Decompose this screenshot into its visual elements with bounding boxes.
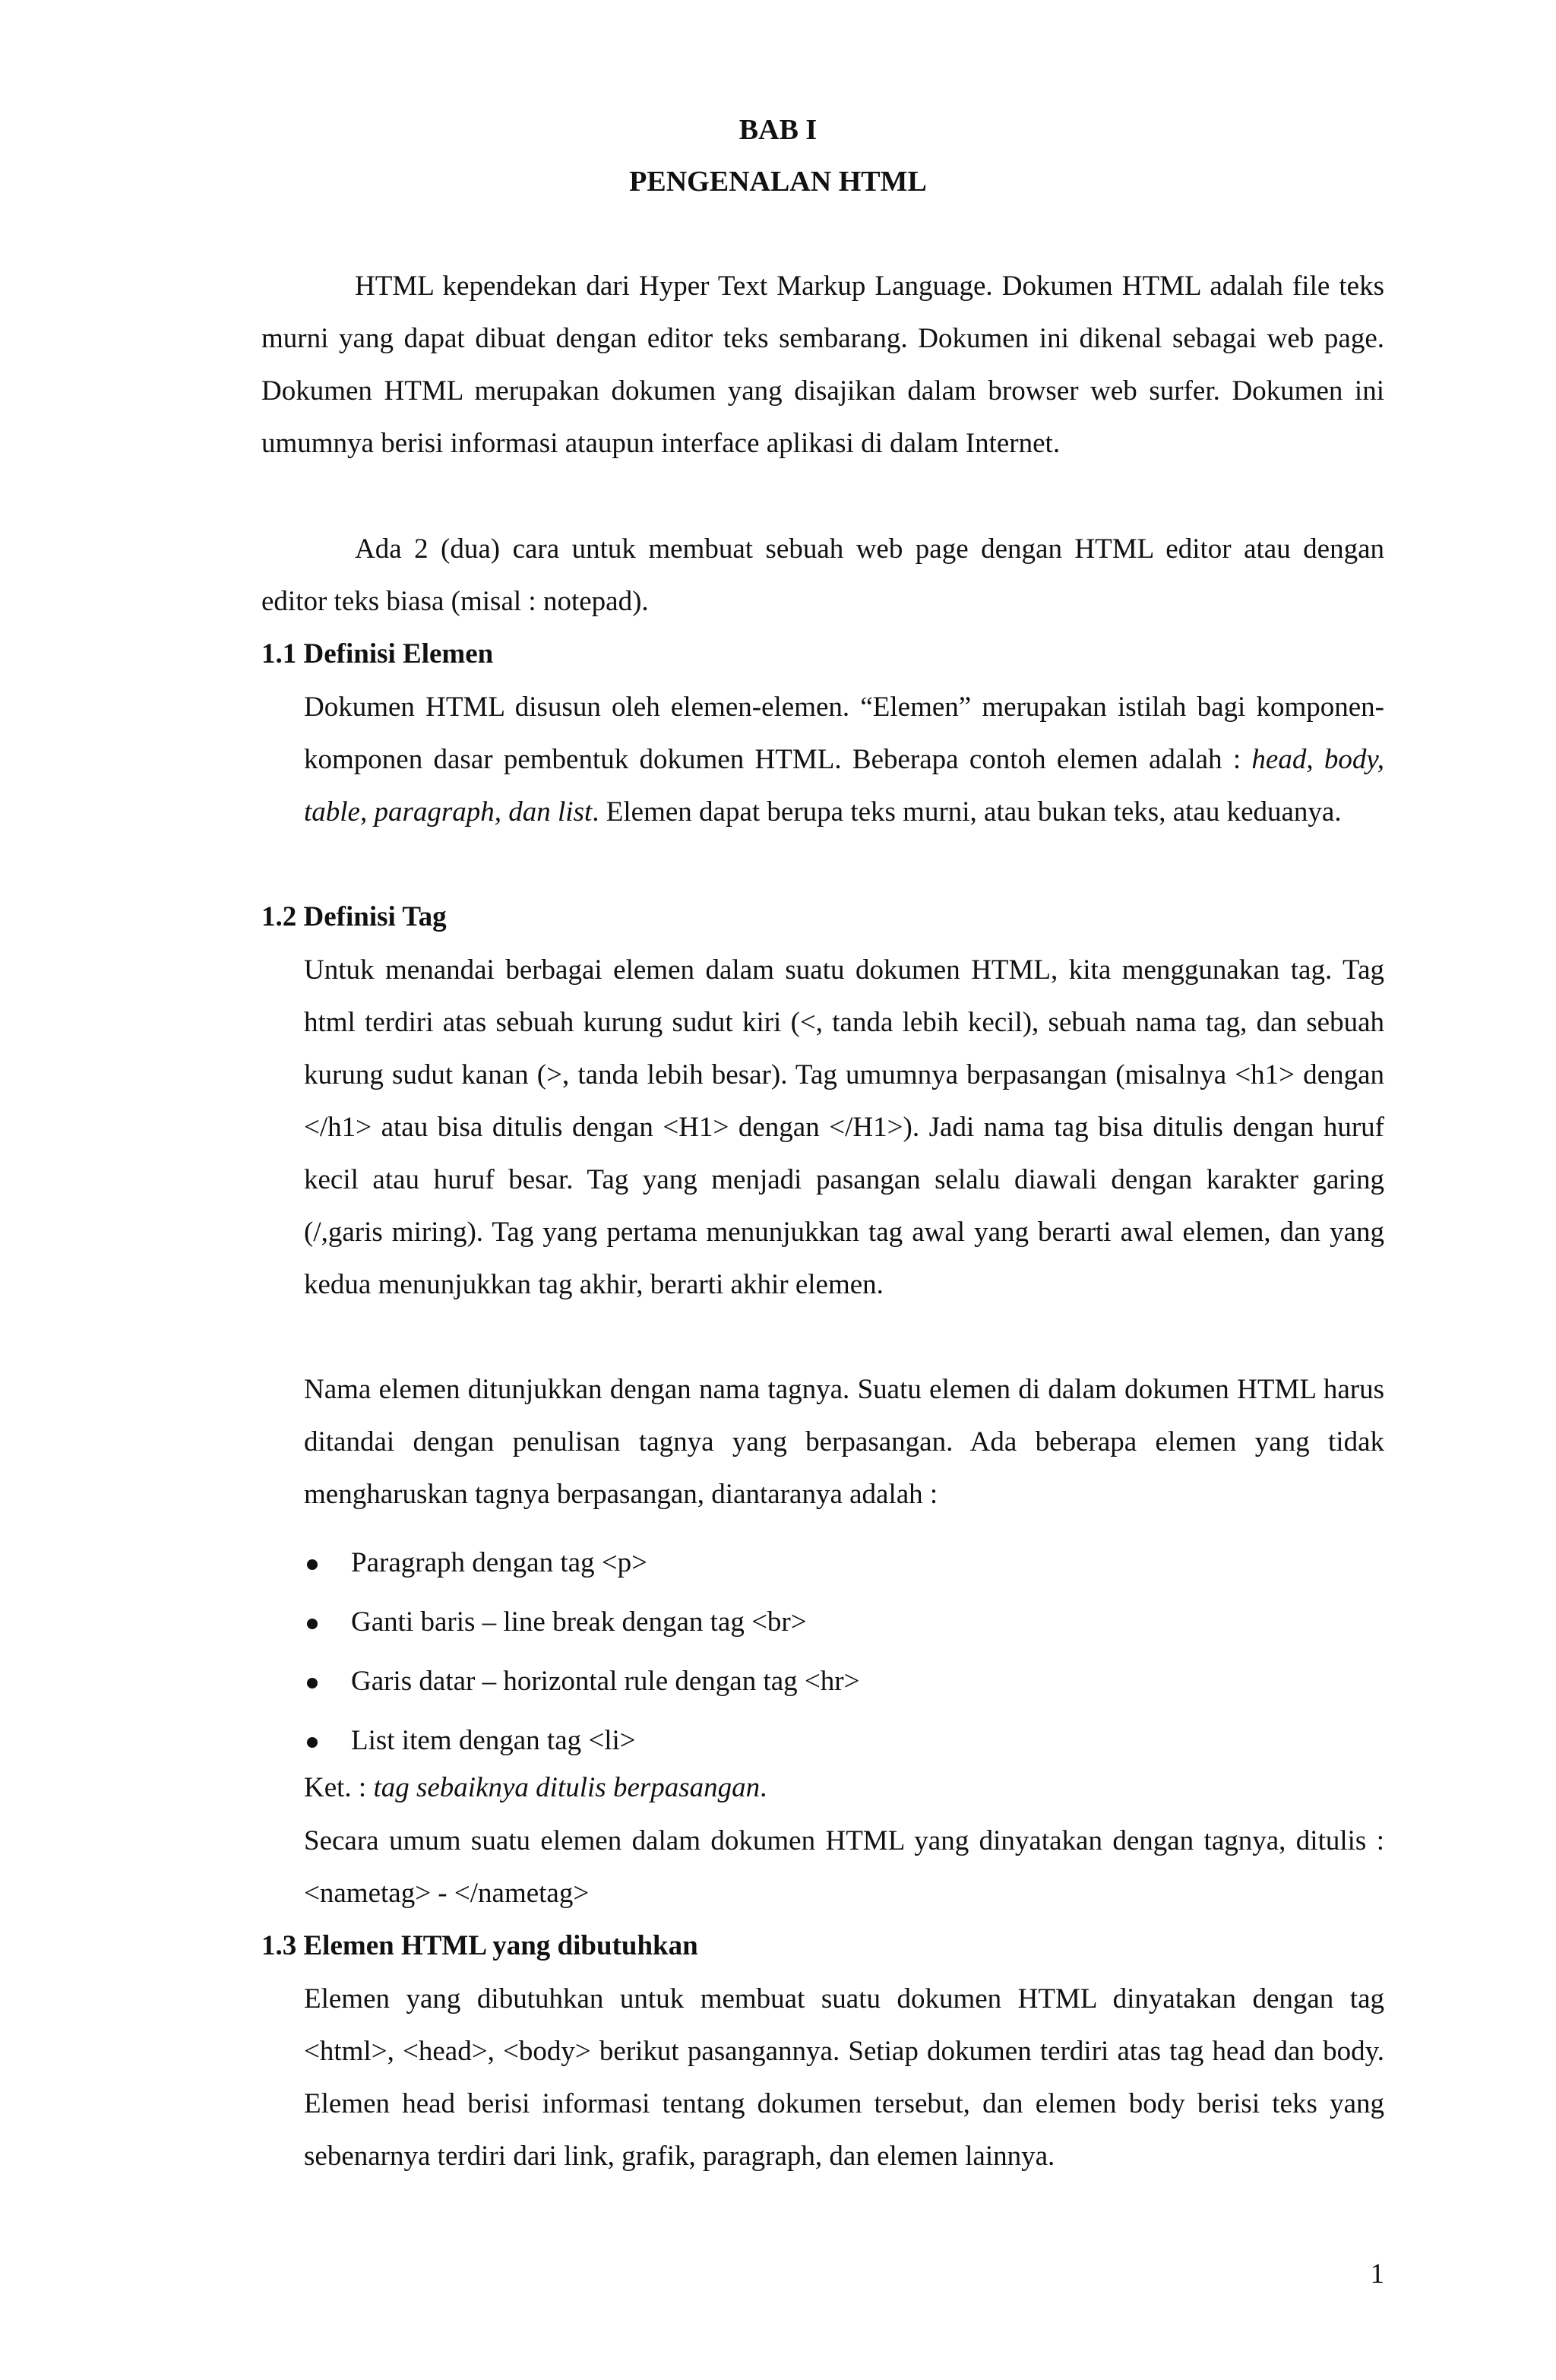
list-item-text: Garis datar – horizontal rule dengan tag <hr> [351, 1666, 860, 1697]
section-1-2-paragraph-1: Untuk menandai berbagai elemen dalam suatu dokumen HTML, kita menggunakan tag. Tag html terdiri atas sebuah kurung sudut kiri (<, tanda lebih kecil), sebuah nama tag, dan sebuah kurung sudut kanan (>, tanda lebih besar). Tag umumnya berpasangan (misalnya <h1> dengan </h1> atau bisa ditulis dengan <H1> dengan </H1>). Jadi nama tag bisa ditulis dengan huruf kecil atau huruf besar. Tag yang menjadi pasangan selalu diawali dengan karakter garing (/,garis miring). Tag yang pertama menunjukkan tag awal yang berarti awal elemen, dan yang kedua menunjukkan tag akhir, berarti akhir elemen. [304, 954, 1384, 1300]
list-item [304, 1593, 1368, 1652]
section-heading-1-3: 1.3 Elemen HTML yang dibutuhkan [261, 1930, 698, 1961]
page-number: 1 [1370, 2258, 1384, 2290]
chapter-label: BAB I [738, 114, 818, 146]
section-heading-1-1: 1.1 Definisi Elemen [261, 638, 494, 669]
section-1-1-text-a: Dokumen HTML disusun oleh elemen-elemen. “Elemen” merupakan istilah bagi komponen-komponen dasar pembentuk dokumen HTML. Beberapa contoh elemen adalah : [304, 692, 1384, 775]
intro-paragraph-2: Ada 2 (dua) cara untuk membuat sebuah web page dengan HTML editor atau dengan editor teks biasa (misal : notepad). [261, 533, 1384, 617]
section-1-1-paragraph [304, 681, 1384, 838]
note-line [304, 1771, 767, 1806]
list-item-text: Ganti baris – line break dengan tag <br> [351, 1606, 807, 1638]
note-label: Ket. : [304, 1772, 374, 1803]
list-item [304, 1652, 1368, 1711]
section-heading-1-2: 1.2 Definisi Tag [261, 901, 447, 932]
intro-paragraph-1: HTML kependekan dari Hyper Text Markup Language. Dokumen HTML adalah file teks murni yang dapat dibuat dengan editor teks sembarang. Dokumen ini dikenal sebagai web page. Dokumen HTML merupakan dokumen yang disajikan dalam browser web surfer. Dokumen ini umumnya berisi informasi ataupun interface aplikasi di dalam Internet. [261, 271, 1384, 459]
list-item-text: Paragraph dengan tag <p> [351, 1547, 648, 1578]
section-1-3-paragraph: Elemen yang dibutuhkan untuk membuat suatu dokumen HTML dinyatakan dengan tag <html>, <head>, <body> berikut pasangannya. Setiap dokumen terdiri atas tag head dan body. Elemen head berisi informasi tentang dokumen tersebut, dan elemen body berisi teks yang sebenarnya terdiri dari link, grafik, paragraph, dan elemen lainnya. [304, 1983, 1384, 2172]
section-1-1-text-b: . Elemen dapat berupa teks murni, atau bukan teks, atau keduanya. [592, 796, 1342, 828]
note-italic-text: tag sebaiknya ditulis berpasangan [373, 1772, 761, 1803]
list-item [304, 1711, 1368, 1771]
list-item [304, 1533, 1368, 1593]
list-item-text: List item dengan tag <li> [351, 1725, 636, 1756]
section-1-2-paragraph-3: Secara umum suatu elemen dalam dokumen HTML yang dinyatakan dengan tagnya, ditulis : <nametag> - </nametag> [304, 1825, 1384, 1909]
bullet-icon [307, 1619, 318, 1629]
bullet-icon [307, 1678, 318, 1688]
note-end: . [760, 1772, 767, 1803]
chapter-title: PENGENALAN HTML [629, 166, 927, 198]
section-1-1-italic-examples: head, body, table, paragraph, dan list [304, 744, 1384, 828]
bullet-icon [307, 1559, 318, 1570]
bullet-icon [307, 1737, 318, 1748]
element-bullet-list [304, 1533, 1368, 1771]
section-1-2-paragraph-2: Nama elemen ditunjukkan dengan nama tagnya. Suatu elemen di dalam dokumen HTML harus ditandai dengan penulisan tagnya yang berpasangan. Ada beberapa elemen yang tidak mengharuskan tagnya berpasangan, diantaranya adalah : [304, 1374, 1384, 1510]
